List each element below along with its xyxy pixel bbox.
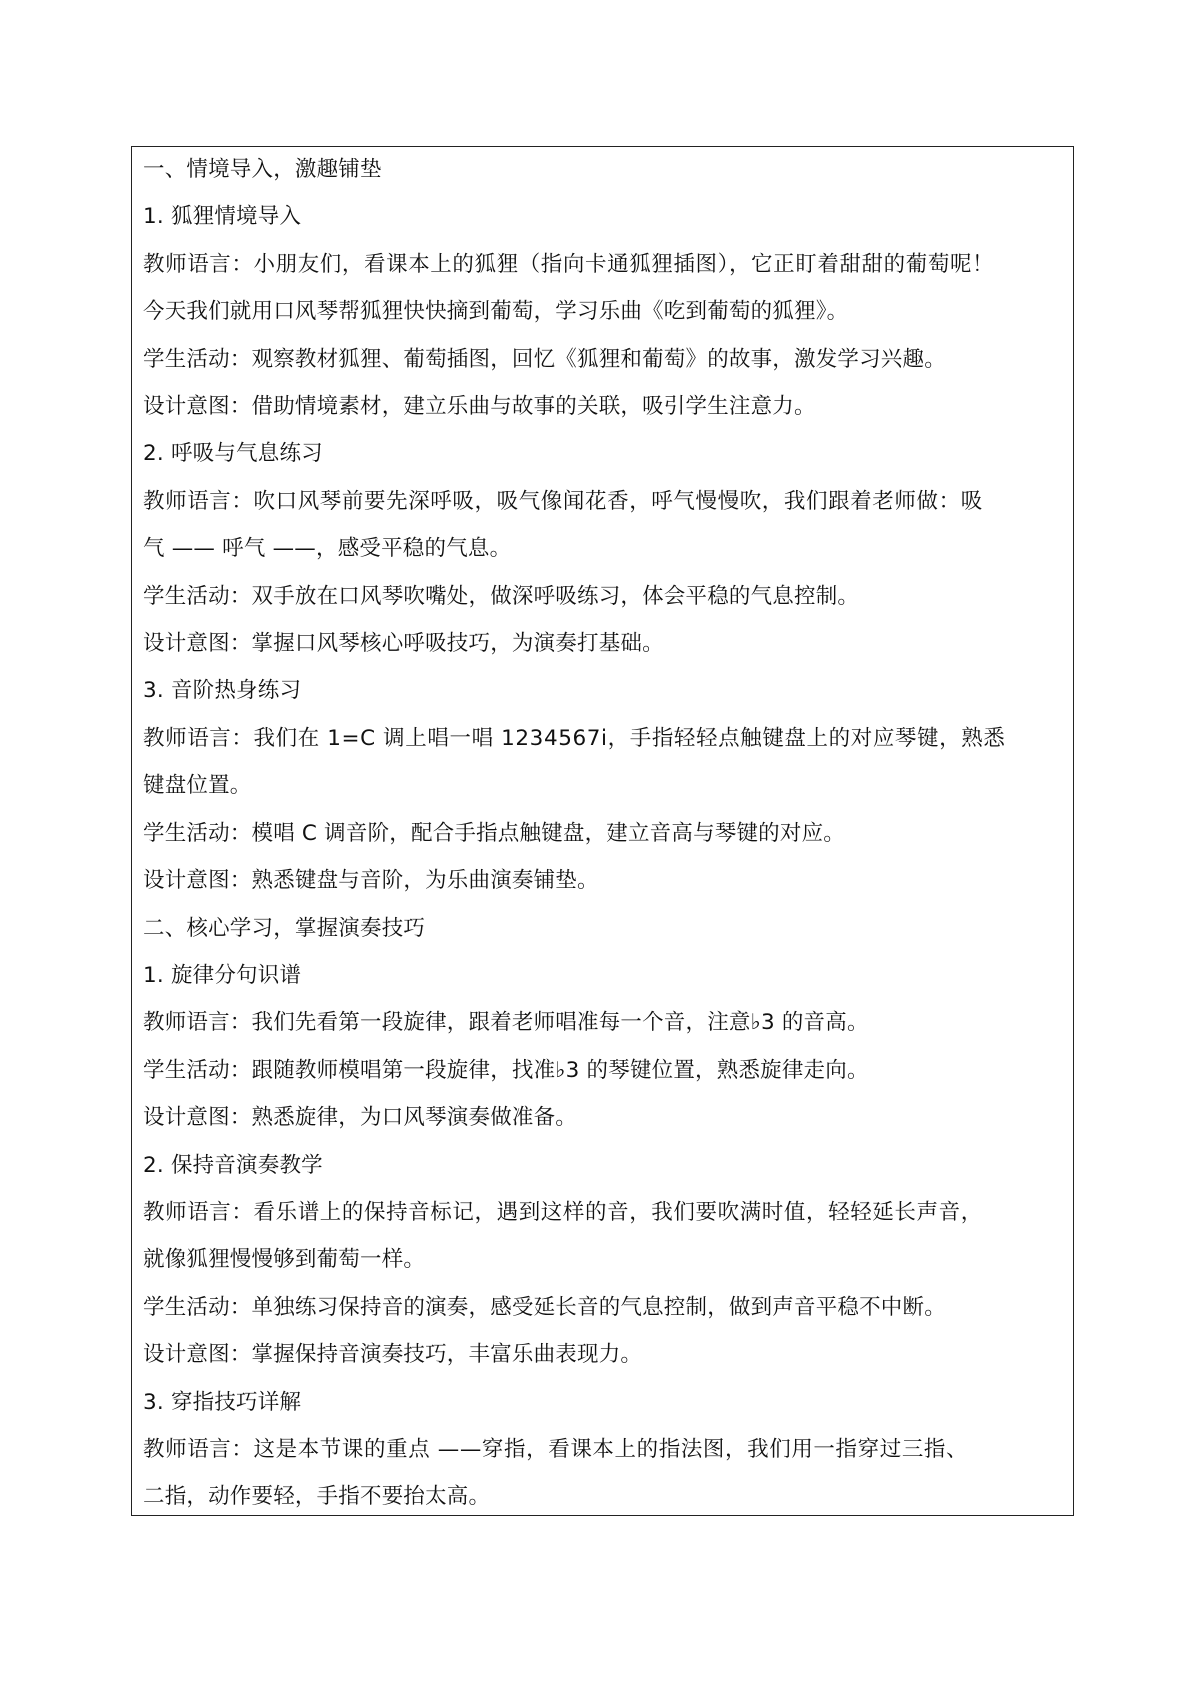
design-intent-line: 设计意图：借助情境素材，建立乐曲与故事的关联，吸引学生注意力。 <box>143 394 816 420</box>
student-activity-line: 学生活动：单独练习保持音的演奏，感受延长音的气息控制，做到声音平稳不中断。 <box>143 1294 946 1320</box>
teacher-language-line: 教师语言：看乐谱上的保持音标记，遇到这样的音，我们要吹满时值，轻轻延长声音， <box>143 1199 983 1225</box>
section-heading-1: 一、情境导入，激趣铺垫 <box>143 157 382 182</box>
teacher-language-line: 教师语言：小朋友们，看课本上的狐狸（指向卡通狐狸插图），它正盯着甜甜的葡萄呢！ <box>143 251 995 277</box>
subheading-sustained-note: 2. 保持音演奏教学 <box>143 1152 323 1178</box>
subheading-fox-intro: 1. 狐狸情境导入 <box>143 204 302 230</box>
design-intent-line: 设计意图：熟悉旋律，为口风琴演奏做准备。 <box>143 1105 578 1131</box>
design-intent-line: 设计意图：掌握口风琴核心呼吸技巧，为演奏打基础。 <box>143 631 664 657</box>
teacher-language-line: 教师语言：吹口风琴前要先深呼吸，吸气像闻花香，呼气慢慢吹，我们跟着老师做：吸 <box>143 488 983 514</box>
teacher-language-line-cont: 二指，动作要轻，手指不要抬太高。 <box>143 1484 491 1510</box>
teacher-language-line-cont: 今天我们就用口风琴帮狐狸快快摘到葡萄，学习乐曲《吃到葡萄的狐狸》。 <box>143 299 849 325</box>
design-intent-line: 设计意图：掌握保持音演奏技巧，丰富乐曲表现力。 <box>143 1342 643 1368</box>
teacher-language-line: 教师语言：我们在 1=C 调上唱一唱 1234567i，手指轻轻点触键盘上的对应琴键，熟悉 <box>143 725 1006 751</box>
subheading-scale-warmup: 3. 音阶热身练习 <box>143 678 302 704</box>
subheading-finger-crossing: 3. 穿指技巧详解 <box>143 1389 302 1415</box>
student-activity-line: 学生活动：跟随教师模唱第一段旋律，找准♭3 的琴键位置，熟悉旋律走向。 <box>143 1057 869 1083</box>
teacher-language-line: 教师语言：我们先看第一段旋律，跟着老师唱准每一个音，注意♭3 的音高。 <box>143 1010 869 1036</box>
lesson-plan-box <box>131 146 1074 1516</box>
subheading-breathing: 2. 呼吸与气息练习 <box>143 441 323 467</box>
teacher-language-line-cont: 就像狐狸慢慢够到葡萄一样。 <box>143 1247 426 1273</box>
design-intent-line: 设计意图：熟悉键盘与音阶，为乐曲演奏铺垫。 <box>143 868 599 894</box>
subheading-melody-reading: 1. 旋律分句识谱 <box>143 962 302 988</box>
teacher-language-line-cont: 键盘位置。 <box>143 773 252 799</box>
section-heading-2: 二、核心学习，掌握演奏技巧 <box>143 915 426 941</box>
student-activity-line: 学生活动：模唱 C 调音阶，配合手指点触键盘，建立音高与琴键的对应。 <box>143 820 845 846</box>
teacher-language-line-cont: 气 —— 呼气 ——，感受平稳的气息。 <box>143 536 512 562</box>
student-activity-line: 学生活动：双手放在口风琴吹嘴处，做深呼吸练习，体会平稳的气息控制。 <box>143 583 860 609</box>
teacher-language-line: 教师语言：这是本节课的重点 ——穿指，看课本上的指法图，我们用一指穿过三指、 <box>143 1436 969 1462</box>
student-activity-line: 学生活动：观察教材狐狸、葡萄插图，回忆《狐狸和葡萄》的故事，激发学习兴趣。 <box>143 346 946 372</box>
